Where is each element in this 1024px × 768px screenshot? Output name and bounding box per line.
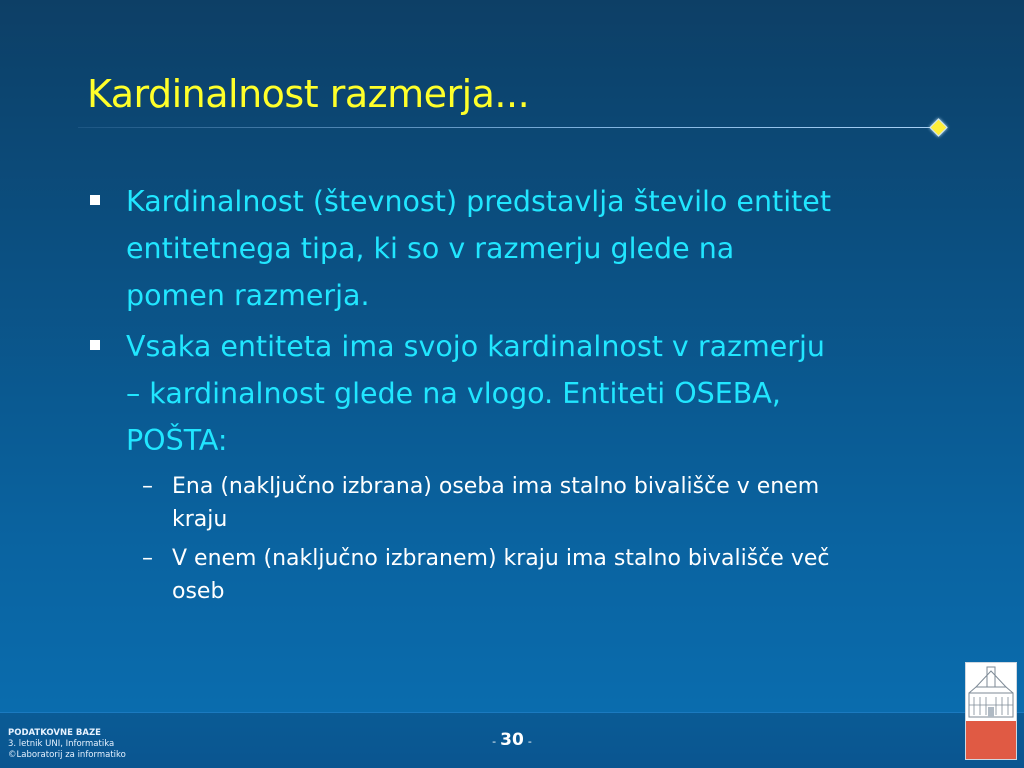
bullet-item-entity-cardinality <box>86 323 946 464</box>
diamond-icon <box>929 118 947 136</box>
bullet-line: Vsaka entiteta ima svojo kardinalnost v razmerju <box>126 330 825 363</box>
page-number <box>0 730 1024 750</box>
building-icon <box>966 663 1016 721</box>
bullet-line: Kardinalnost (števnost) predstavlja število entitet <box>126 185 831 218</box>
page-number-value: 30 <box>500 730 524 750</box>
bullet-line: – kardinalnost glede na vlogo. Entiteti OSEBA, <box>126 377 781 410</box>
bullet-line: entitetnega tipa, ki so v razmerju glede na <box>126 232 735 265</box>
footer-course-title: PODATKOVNE BAZE <box>8 728 101 738</box>
footer-course-year: 3. letnik UNI, Informatika <box>8 739 115 749</box>
bullet-line: POŠTA: <box>126 424 228 457</box>
sub-bullet-line: Ena (naključno izbrana) oseba ima stalno bivališče v enem <box>172 474 820 499</box>
sub-bullet-line: oseb <box>172 579 225 604</box>
sub-bullet-line: V enem (naključno izbranem) kraju ima stalno bivališče več <box>172 546 830 571</box>
sub-bullet-item-place <box>142 542 912 608</box>
page-number-suffix: - <box>527 735 532 748</box>
slide-title: Kardinalnost razmerja... <box>87 72 530 116</box>
footer-copyright: ©Laboratorij za informatiko <box>8 750 126 760</box>
page-number-prefix: - <box>492 735 497 748</box>
dash-bullet-icon: – <box>142 546 153 571</box>
sub-bullet-item-person <box>142 470 912 536</box>
bullet-line: pomen razmerja. <box>126 279 370 312</box>
title-divider <box>78 127 933 128</box>
sub-bullet-line: kraju <box>172 507 228 532</box>
slide-content <box>86 178 946 608</box>
square-bullet-icon <box>90 340 100 350</box>
dash-bullet-icon: – <box>142 474 153 499</box>
square-bullet-icon <box>90 195 100 205</box>
bullet-item-cardinality-definition <box>86 178 946 319</box>
